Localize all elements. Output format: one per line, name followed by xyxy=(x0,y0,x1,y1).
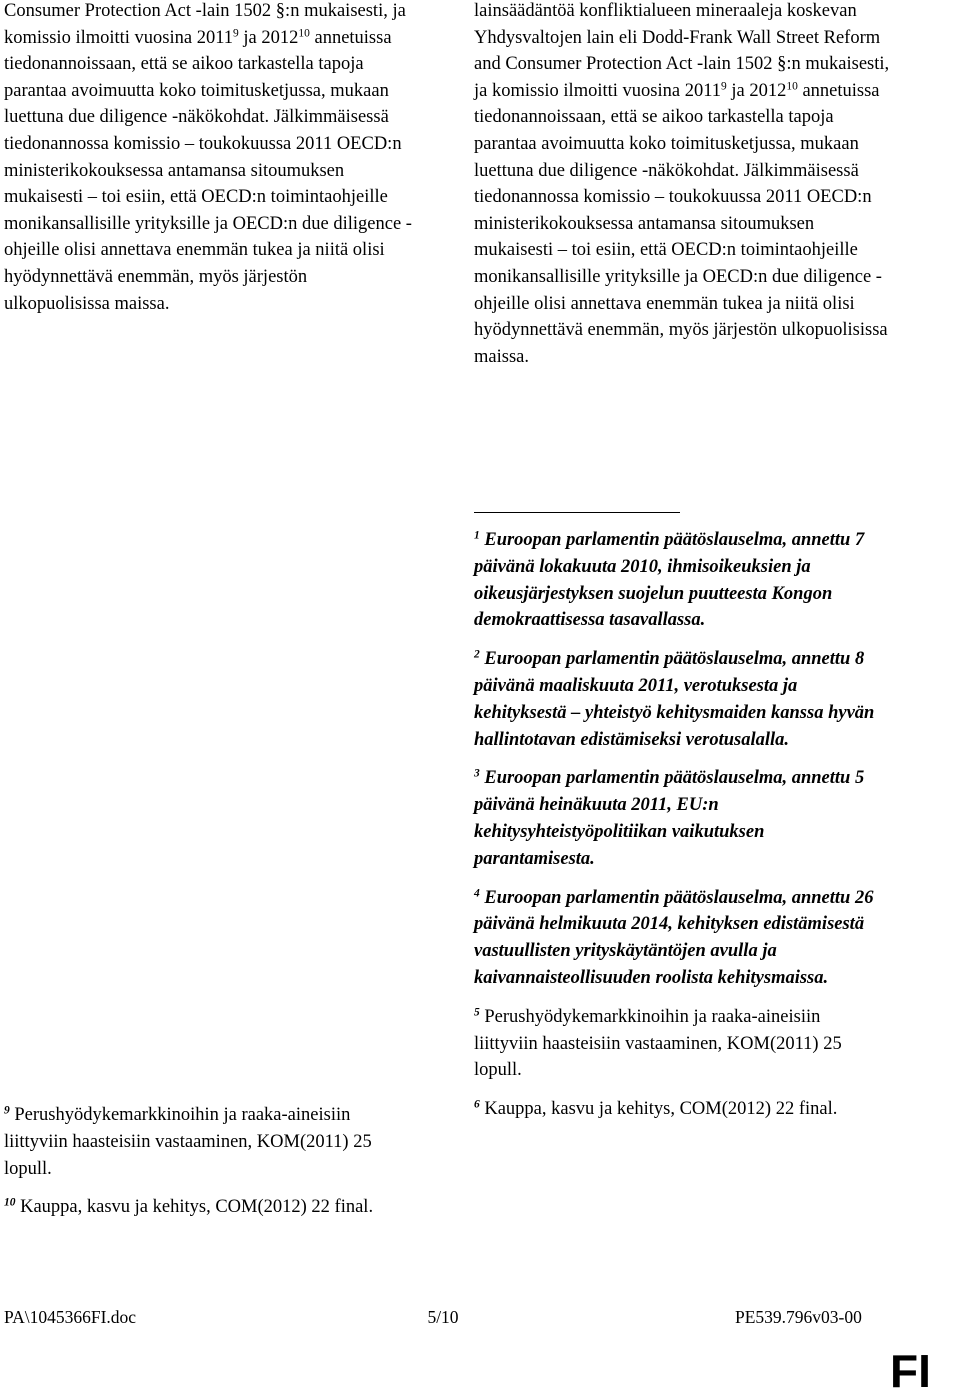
language-code: FI xyxy=(890,1345,931,1397)
footnote-number: 5 xyxy=(474,1006,480,1019)
footnote-text: Kauppa, kasvu ja kehitys, COM(2012) 22 final. xyxy=(484,1099,838,1120)
footnote-ref-9[interactable]: 9 xyxy=(233,27,239,40)
footnote-text: Euroopan parlamentin päätöslauselma, annettu 5 päivänä heinäkuuta 2011, EU:n kehitysyhteistyöpolitiikan vaikutuksen parantamisesta. xyxy=(474,768,865,869)
right-text-part-3: annetuissa tiedonannoissaan, että se aikoo tarkastella tapoja parantaa avoimuutta koko toimitusketjussa, mukaan luettuna due diligence -näkökohdat. Jälkimmäisessä tiedonannossa komissio – toukokuussa 2011 OECD:n ministerikokouksessa antamansa sitoumuksen mukaisesti – toi esiin, että OECD:n toimintaohjeille monikansallisille yrityksille ja OECD:n due diligence -ohjeille olisi annettava enemmän tukea ja niitä olisi hyödynnettävä enemmän, myös järjestön ulkopuolisissa maissa. xyxy=(474,80,888,367)
right-footnotes xyxy=(474,527,884,1135)
right-column-paragraph xyxy=(474,0,894,370)
footnote-6 xyxy=(474,1096,884,1123)
footnote-text: Kauppa, kasvu ja kehitys, COM(2012) 22 final. xyxy=(20,1197,374,1218)
footer-pe-ref: PE539.796v03-00 xyxy=(735,1307,862,1327)
footer-page-number: 5/10 xyxy=(427,1307,459,1327)
footnote-10 xyxy=(4,1194,414,1221)
footnote-5 xyxy=(474,1004,884,1084)
footnote-text: Perushyödykemarkkinoihin ja raaka-aineisiin liittyviin haasteisiin vastaaminen, KOM(2011) 25 lopull. xyxy=(4,1105,372,1179)
footnote-number: 10 xyxy=(4,1197,16,1210)
right-text-part-1: lainsäädäntöä konfliktialueen mineraaleja koskevan Yhdysvaltojen lain eli Dodd-Frank Wall Street Reform and Consumer Protection Act -lain 1502 §:n mukaisesti, ja komissio ilmoitti vuosina 2011 xyxy=(474,1,890,101)
footnote-text: Euroopan parlamentin päätöslauselma, annettu 26 päivänä helmikuuta 2014, kehityksen edistämisestä vastuullisten yrityskäytäntöjen avulla ja kaivannaisteollisuuden roolista kehitysmaissa. xyxy=(474,887,874,988)
footnote-text: Euroopan parlamentin päätöslauselma, annettu 8 päivänä maaliskuuta 2011, verotuksesta ja kehityksestä – yhteistyö kehitysmaiden kanssa hyvän hallintotavan edistämiseksi verotusalalla. xyxy=(474,649,875,750)
footnote-3 xyxy=(474,765,884,872)
footnote-number: 2 xyxy=(474,648,480,661)
footnote-ref-9[interactable]: 9 xyxy=(721,80,727,93)
footnote-separator xyxy=(474,512,680,513)
footnote-number: 9 xyxy=(4,1104,10,1117)
footnote-ref-10[interactable]: 10 xyxy=(786,80,798,93)
left-text-part-3: annetuissa tiedonannoissaan, että se aikoo tarkastella tapoja parantaa avoimuutta koko toimitusketjussa, mukaan luettuna due diligence -näkökohdat. Jälkimmäisessä tiedonannossa komissio – toukokuussa 2011 OECD:n ministerikokouksessa antamansa sitoumuksen mukaisesti – toi esiin, että OECD:n toimintaohjeille monikansallisille yrityksille ja OECD:n due diligence -ohjeille olisi annettava enemmän tukea ja niitä olisi hyödynnettävä enemmän, myös järjestön ulkopuolisissa maissa. xyxy=(4,27,412,314)
footnote-number: 3 xyxy=(474,768,480,781)
left-text-part-1: Consumer Protection Act -lain 1502 §:n mukaisesti, ja komissio ilmoitti vuosina 2011 xyxy=(4,1,406,48)
footnote-1 xyxy=(474,527,884,634)
footnote-text: Euroopan parlamentin päätöslauselma, annettu 7 päivänä lokakuuta 2010, ihmisoikeuksien ja oikeusjärjestyksen suojelun puutteesta Kongon demokraattisessa tasavallassa. xyxy=(474,530,865,631)
footnote-4 xyxy=(474,885,884,992)
left-column-paragraph xyxy=(4,0,414,317)
right-text-part-2: ja 2012 xyxy=(726,80,787,101)
footnote-number: 1 xyxy=(474,529,480,542)
left-text-part-2: ja 2012 xyxy=(238,27,299,48)
footnote-ref-10[interactable]: 10 xyxy=(298,27,310,40)
footer-doc-ref: PA\1045366FI.doc xyxy=(4,1307,137,1327)
footnote-text: Perushyödykemarkkinoihin ja raaka-aineisiin liittyviin haasteisiin vastaaminen, KOM(2011) 25 lopull. xyxy=(474,1006,842,1081)
footnote-number: 6 xyxy=(474,1098,480,1111)
left-footnotes xyxy=(4,1102,414,1233)
footnote-2 xyxy=(474,646,884,753)
footnote-9 xyxy=(4,1102,414,1182)
footnote-number: 4 xyxy=(474,887,480,900)
